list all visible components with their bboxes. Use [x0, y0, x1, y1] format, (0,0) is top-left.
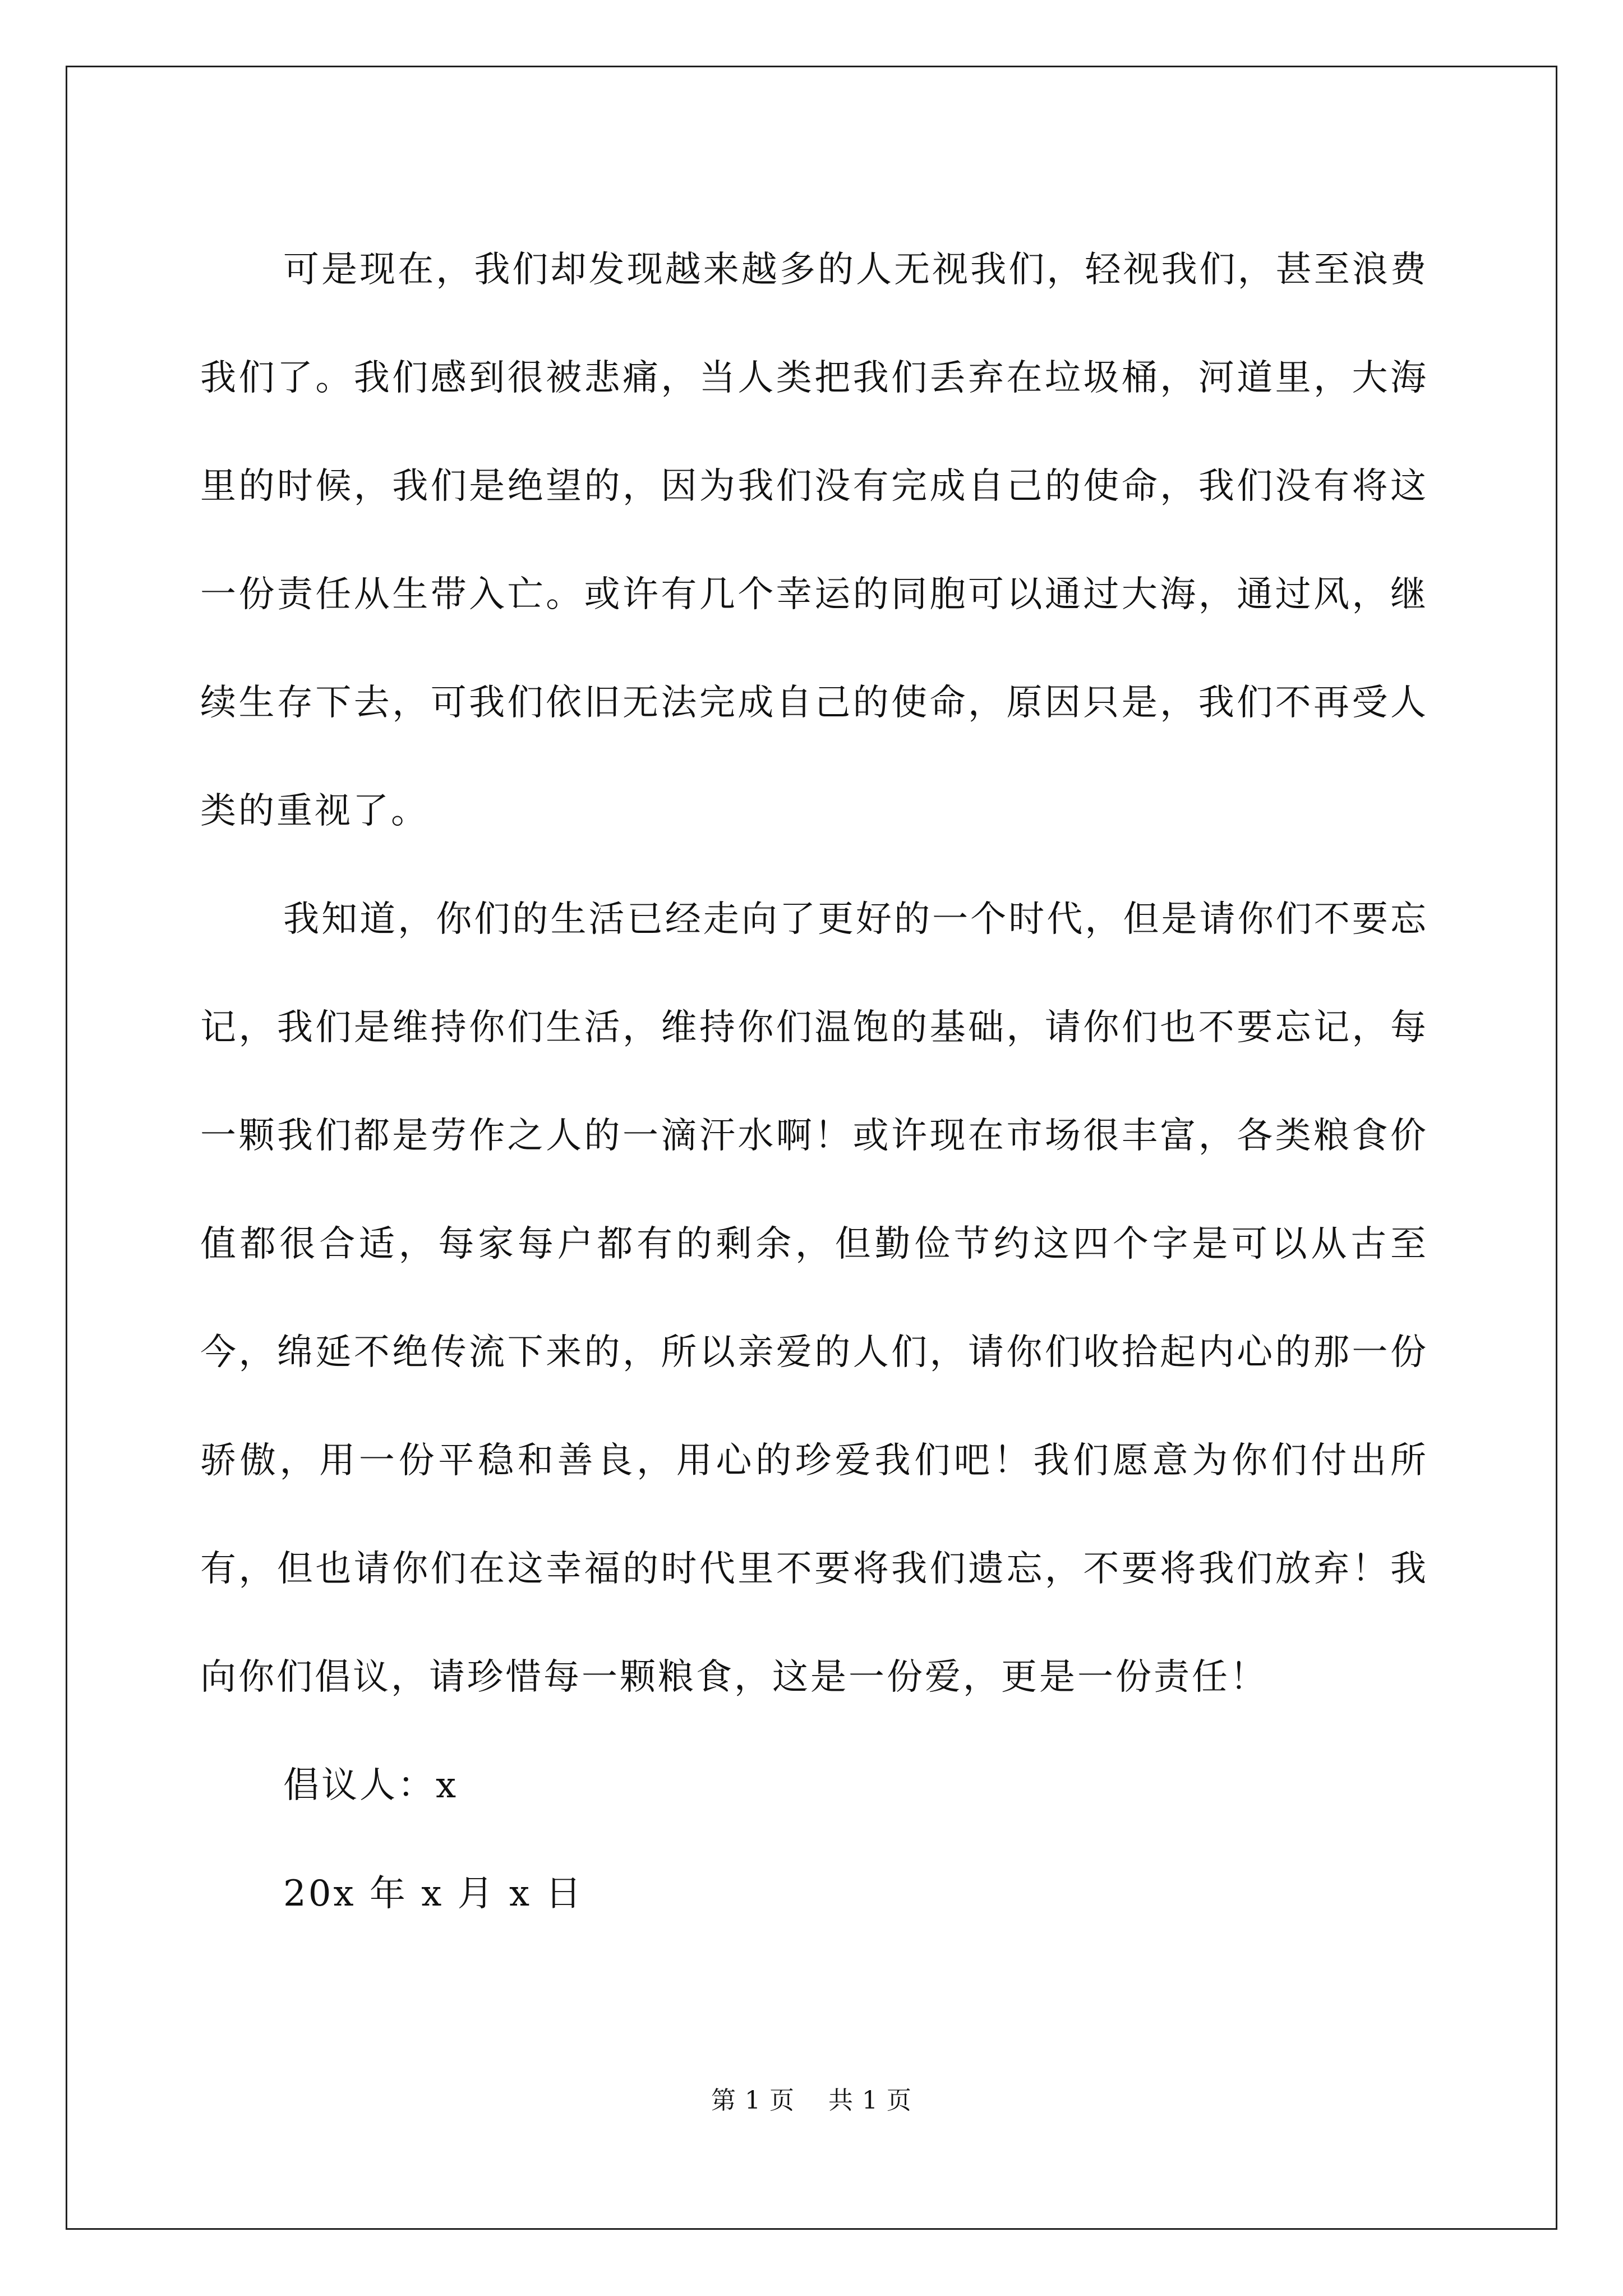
paragraph-2: 我知道，你们的生活已经走向了更好的一个时代，但是请你们不要忘记，我们是维持你们生活，维持你们温饱的基础，请你们也不要忘记，每一颗我们都是劳作之人的一滴汗水啊！或许现在市场很丰富，各类粮食价值都很合适，每家每户都有的剩余，但勤俭节约这四个字是可以从古至今，绵延不绝传流下来的，所以亲爱的人们，请你们收拾起内心的那一份骄傲，用一份平稳和善良，用心的珍爱我们吧！我们愿意为你们付出所有，但也请你们在这幸福的时代里不要将我们遗忘，不要将我们放弃！我向你们倡议，请珍惜每一颗粮食，这是一份爱，更是一份责任！	[200, 899, 1428, 1698]
paragraph-1: 可是现在，我们却发现越来越多的人无视我们，轻视我们，甚至浪费我们了。我们感到很被悲痛，当人类把我们丢弃在垃圾桶，河道里，大海里的时候，我们是绝望的，因为我们没有完成自己的使命，我们没有将这一份责任从生带入亡。或许有几个幸运的同胞可以通过大海，通过风，继续生存下去，可我们依旧无法完成自己的使命，原因只是，我们不再受人类的重视了。	[200, 249, 1428, 832]
page-number-label: 第 1 页 共 1 页	[711, 2086, 912, 2115]
signature-line: 倡议人：x	[283, 1765, 459, 1806]
date-line: 20x 年 x 月 x 日	[283, 1873, 584, 1915]
page-footer	[0, 2080, 1623, 2116]
document-body	[200, 216, 1428, 1948]
